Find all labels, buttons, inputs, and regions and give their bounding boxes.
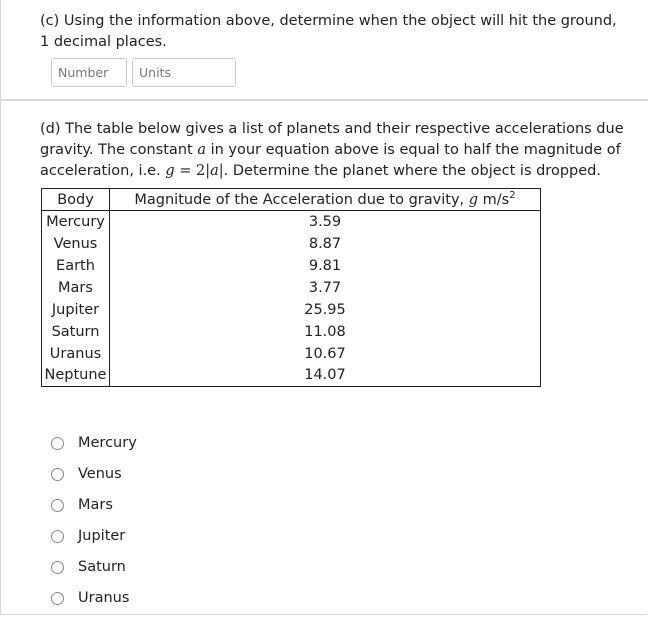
table-row [42,233,541,255]
cell-body: Mars [42,277,110,299]
option-mars[interactable] [51,495,113,515]
table-row [42,277,541,299]
option-label: Venus [78,466,122,482]
table-row [42,255,541,277]
radio-button[interactable] [51,561,64,574]
cell-accel: 3.77 [110,277,541,299]
header-acceleration: Magnitude of the Acceleration due to gravity, g $m/s^2$ [110,189,541,211]
table-row [42,365,541,387]
units-input[interactable] [132,58,236,87]
part-c-text-line1: (c) Using the information above, determine when the object will hit the ground, [40,13,617,29]
cell-body: Uranus [42,343,110,365]
part-d-text-line2: gravity. The constant a in your equation above is equal to half the magnitude of [40,142,621,158]
radio-button[interactable] [51,437,64,450]
cell-accel: 3.59 [110,211,541,233]
cell-accel: 11.08 [110,321,541,343]
section-divider [0,99,648,101]
cell-body: Neptune [42,365,110,387]
table-row [42,299,541,321]
cell-accel: 9.81 [110,255,541,277]
variable-a: a [197,142,206,158]
option-venus[interactable] [51,464,122,484]
cell-body: Jupiter [42,299,110,321]
cell-accel: 8.87 [110,233,541,255]
part-d-text-line1: (d) The table below gives a list of planets and their respective accelerations due [40,121,624,137]
option-label: Jupiter [78,528,126,544]
option-uranus[interactable] [51,588,129,608]
table-row [42,211,541,233]
gravity-table [41,188,541,387]
part-c-text-line2: 1 decimal places. [40,34,167,50]
table-row [42,321,541,343]
radio-button[interactable] [51,592,64,605]
table-header-row [42,189,541,211]
radio-button[interactable] [51,530,64,543]
cell-accel: 14.07 [110,365,541,387]
math-g: g [165,163,175,179]
radio-button[interactable] [51,499,64,512]
option-label: Uranus [78,590,130,606]
table-row [42,343,541,365]
cell-accel: 10.67 [110,343,541,365]
cell-body: Earth [42,255,110,277]
cell-body: Venus [42,233,110,255]
math-a: a [210,163,219,179]
option-mercury[interactable] [51,433,137,453]
option-label: Mercury [78,435,137,451]
cell-body: Saturn [42,321,110,343]
option-jupiter[interactable] [51,526,125,546]
part-d-text-line3: acceleration, i.e. g = 2|a|. Determine the planet where the object is dropped. [40,163,601,179]
option-label: Saturn [78,559,126,575]
number-input[interactable] [51,58,127,87]
cell-accel: 25.95 [110,299,541,321]
radio-button[interactable] [51,468,64,481]
cell-body: Mercury [42,211,110,233]
option-label: Mars [78,497,113,513]
option-saturn[interactable] [51,557,126,577]
header-body: Body [42,189,110,211]
